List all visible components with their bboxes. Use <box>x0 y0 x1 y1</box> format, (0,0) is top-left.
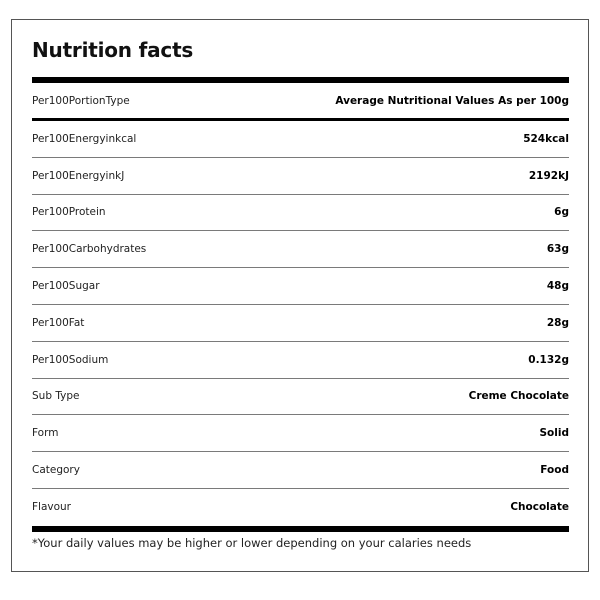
row-value: Chocolate <box>510 501 569 514</box>
row-value: 524kcal <box>523 132 569 145</box>
table-row-sub-type <box>32 379 569 416</box>
table-row-category <box>32 452 569 489</box>
row-value: Creme Chocolate <box>468 390 569 403</box>
row-label: Per100Protein <box>32 206 106 219</box>
row-label: Flavour <box>32 501 72 514</box>
row-label: Per100Carbohydrates <box>32 243 147 256</box>
row-label: Per100Fat <box>32 316 85 329</box>
table-row-energy-kj <box>32 158 569 195</box>
row-label: Sub Type <box>32 390 80 403</box>
row-value: 48g <box>546 280 569 293</box>
table-row-flavour <box>32 489 569 526</box>
row-value: Average Nutritional Values As per 100g <box>335 94 569 107</box>
daily-values-footnote: *Your daily values may be higher or lower depending on your calaries needs <box>32 536 472 550</box>
row-label: Per100Energyinkcal <box>32 132 137 145</box>
row-value: 2192kJ <box>528 169 569 182</box>
panel-title: Nutrition facts <box>32 38 194 62</box>
row-value: 28g <box>546 316 569 329</box>
row-value: 6g <box>554 206 569 219</box>
table-row-fat <box>32 305 569 342</box>
table-row-portion-type <box>32 83 569 121</box>
table-row-sugar <box>32 268 569 305</box>
row-label: Per100EnergyinkJ <box>32 169 125 182</box>
table-row-sodium <box>32 342 569 379</box>
row-label: Per100PortionType <box>32 94 130 107</box>
table-row-form <box>32 415 569 452</box>
row-label: Per100Sodium <box>32 353 109 366</box>
row-label: Category <box>32 464 80 477</box>
row-label: Form <box>32 427 59 440</box>
row-value: 0.132g <box>528 353 569 366</box>
row-label: Per100Sugar <box>32 280 100 293</box>
nutrition-table <box>32 83 569 526</box>
table-row-carbohydrates <box>32 231 569 268</box>
table-row-protein <box>32 195 569 232</box>
row-value: Food <box>540 464 569 477</box>
table-row-energy-kcal <box>32 121 569 158</box>
bottom-divider <box>32 526 569 532</box>
row-value: 63g <box>546 243 569 256</box>
nutrition-facts-panel <box>11 19 589 572</box>
row-value: Solid <box>539 427 569 440</box>
